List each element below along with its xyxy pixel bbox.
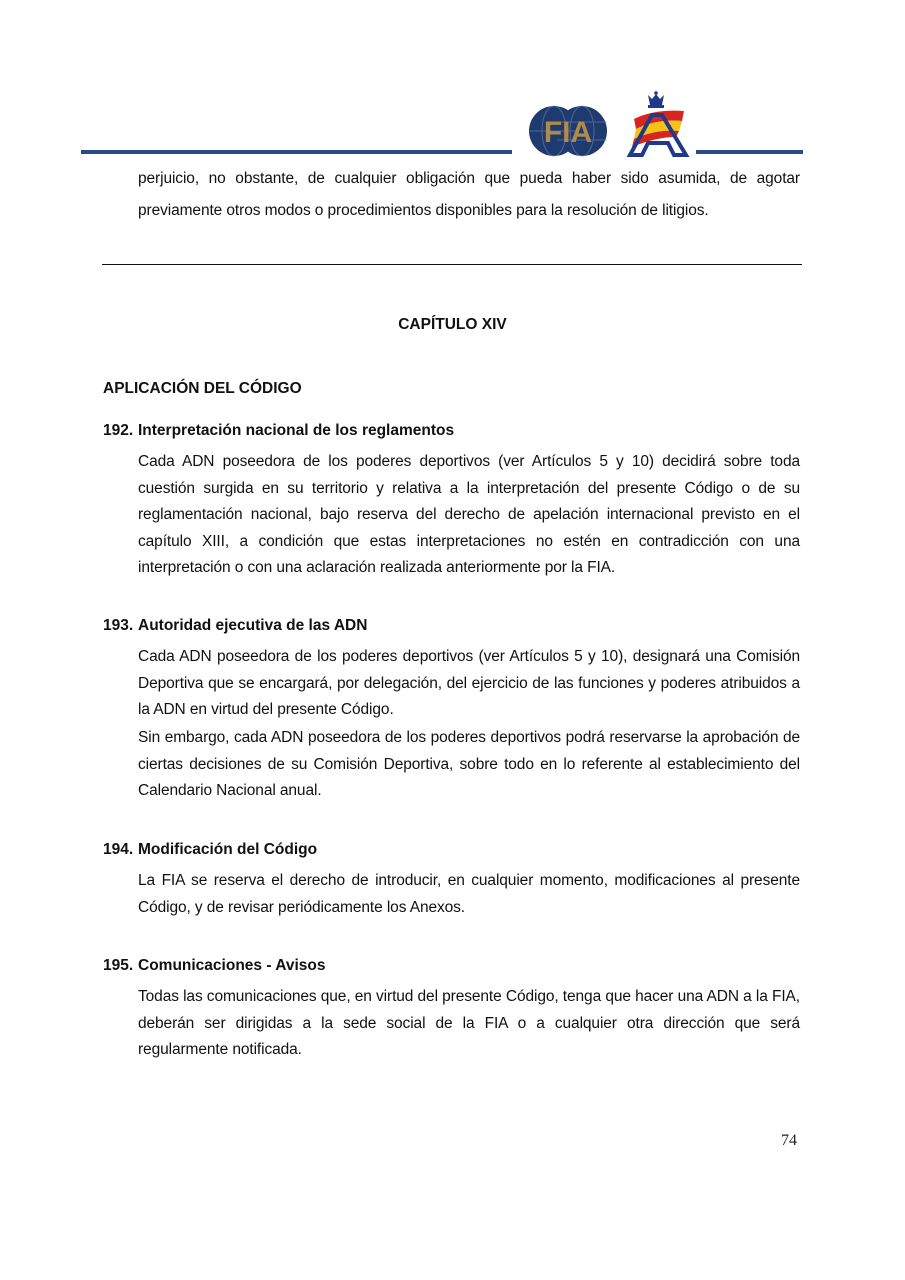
article-number: 194. bbox=[103, 841, 134, 858]
header-rule-right bbox=[696, 150, 803, 154]
article-paragraph: Sin embargo, cada ADN poseedora de los poderes deportivos podrá reservarse la aprobación de ciertas decisiones de su Comisión Deportiva, sobre todo en lo referente al establecimiento del Calendario Nacional anual. bbox=[138, 729, 800, 799]
chapter-title: CAPÍTULO XIV bbox=[398, 316, 507, 333]
article-heading bbox=[103, 422, 454, 440]
article-title: Autoridad ejecutiva de las ADN bbox=[138, 617, 368, 634]
fia-logo-icon bbox=[527, 104, 609, 158]
article-paragraph: Cada ADN poseedora de los poderes deportivos (ver Artículos 5 y 10), designará una Comisión Deportiva que se encargará, por delegación, del ejercicio de las funciones y poderes atribuidos a la ADN en virtud del presente Código. bbox=[138, 648, 800, 718]
article-heading bbox=[103, 841, 317, 859]
article-paragraph: La FIA se reserva el derecho de introducir, en cualquier momento, modificaciones al presente Código, y de revisar periódicamente los Anexos. bbox=[138, 872, 800, 916]
article-number: 193. bbox=[103, 617, 134, 634]
continuation-paragraph: perjuicio, no obstante, de cualquier obligación que pueda haber sido asumida, de agotar previamente otros modos o procedimientos disponibles para la resolución de litigios. bbox=[138, 170, 800, 219]
article-number: 192. bbox=[103, 422, 134, 439]
page-number: 74 bbox=[781, 1132, 797, 1149]
article-title: Modificación del Código bbox=[138, 841, 318, 858]
rfeda-logo-icon bbox=[626, 91, 690, 157]
svg-text:FIA: FIA bbox=[543, 116, 593, 149]
section-title: APLICACIÓN DEL CÓDIGO bbox=[103, 380, 302, 397]
article-heading bbox=[103, 957, 325, 975]
section-divider bbox=[102, 264, 802, 265]
article-heading bbox=[103, 617, 367, 635]
article-paragraph: Todas las comunicaciones que, en virtud del presente Código, tenga que hacer una ADN a la FIA, deberán ser dirigidas a la sede social de la FIA o a cualquier otra dirección que será regularmente notificada. bbox=[138, 988, 800, 1058]
article-title: Interpretación nacional de los reglamentos bbox=[138, 422, 455, 439]
article-number: 195. bbox=[103, 957, 134, 974]
header-rule-left bbox=[81, 150, 512, 154]
article-paragraph: Cada ADN poseedora de los poderes deportivos (ver Artículos 5 y 10) decidirá sobre toda cuestión surgida en su territorio y relativa a la interpretación del presente Código o de su reglamentación nacional, bajo reserva del derecho de apelación internacional previsto en el capítulo XIII, a condición que estas interpretaciones no estén en contradicción con una interpretación o con una aclaración realizada anteriormente por la FIA. bbox=[138, 453, 800, 576]
article-title: Comunicaciones - Avisos bbox=[138, 957, 326, 974]
